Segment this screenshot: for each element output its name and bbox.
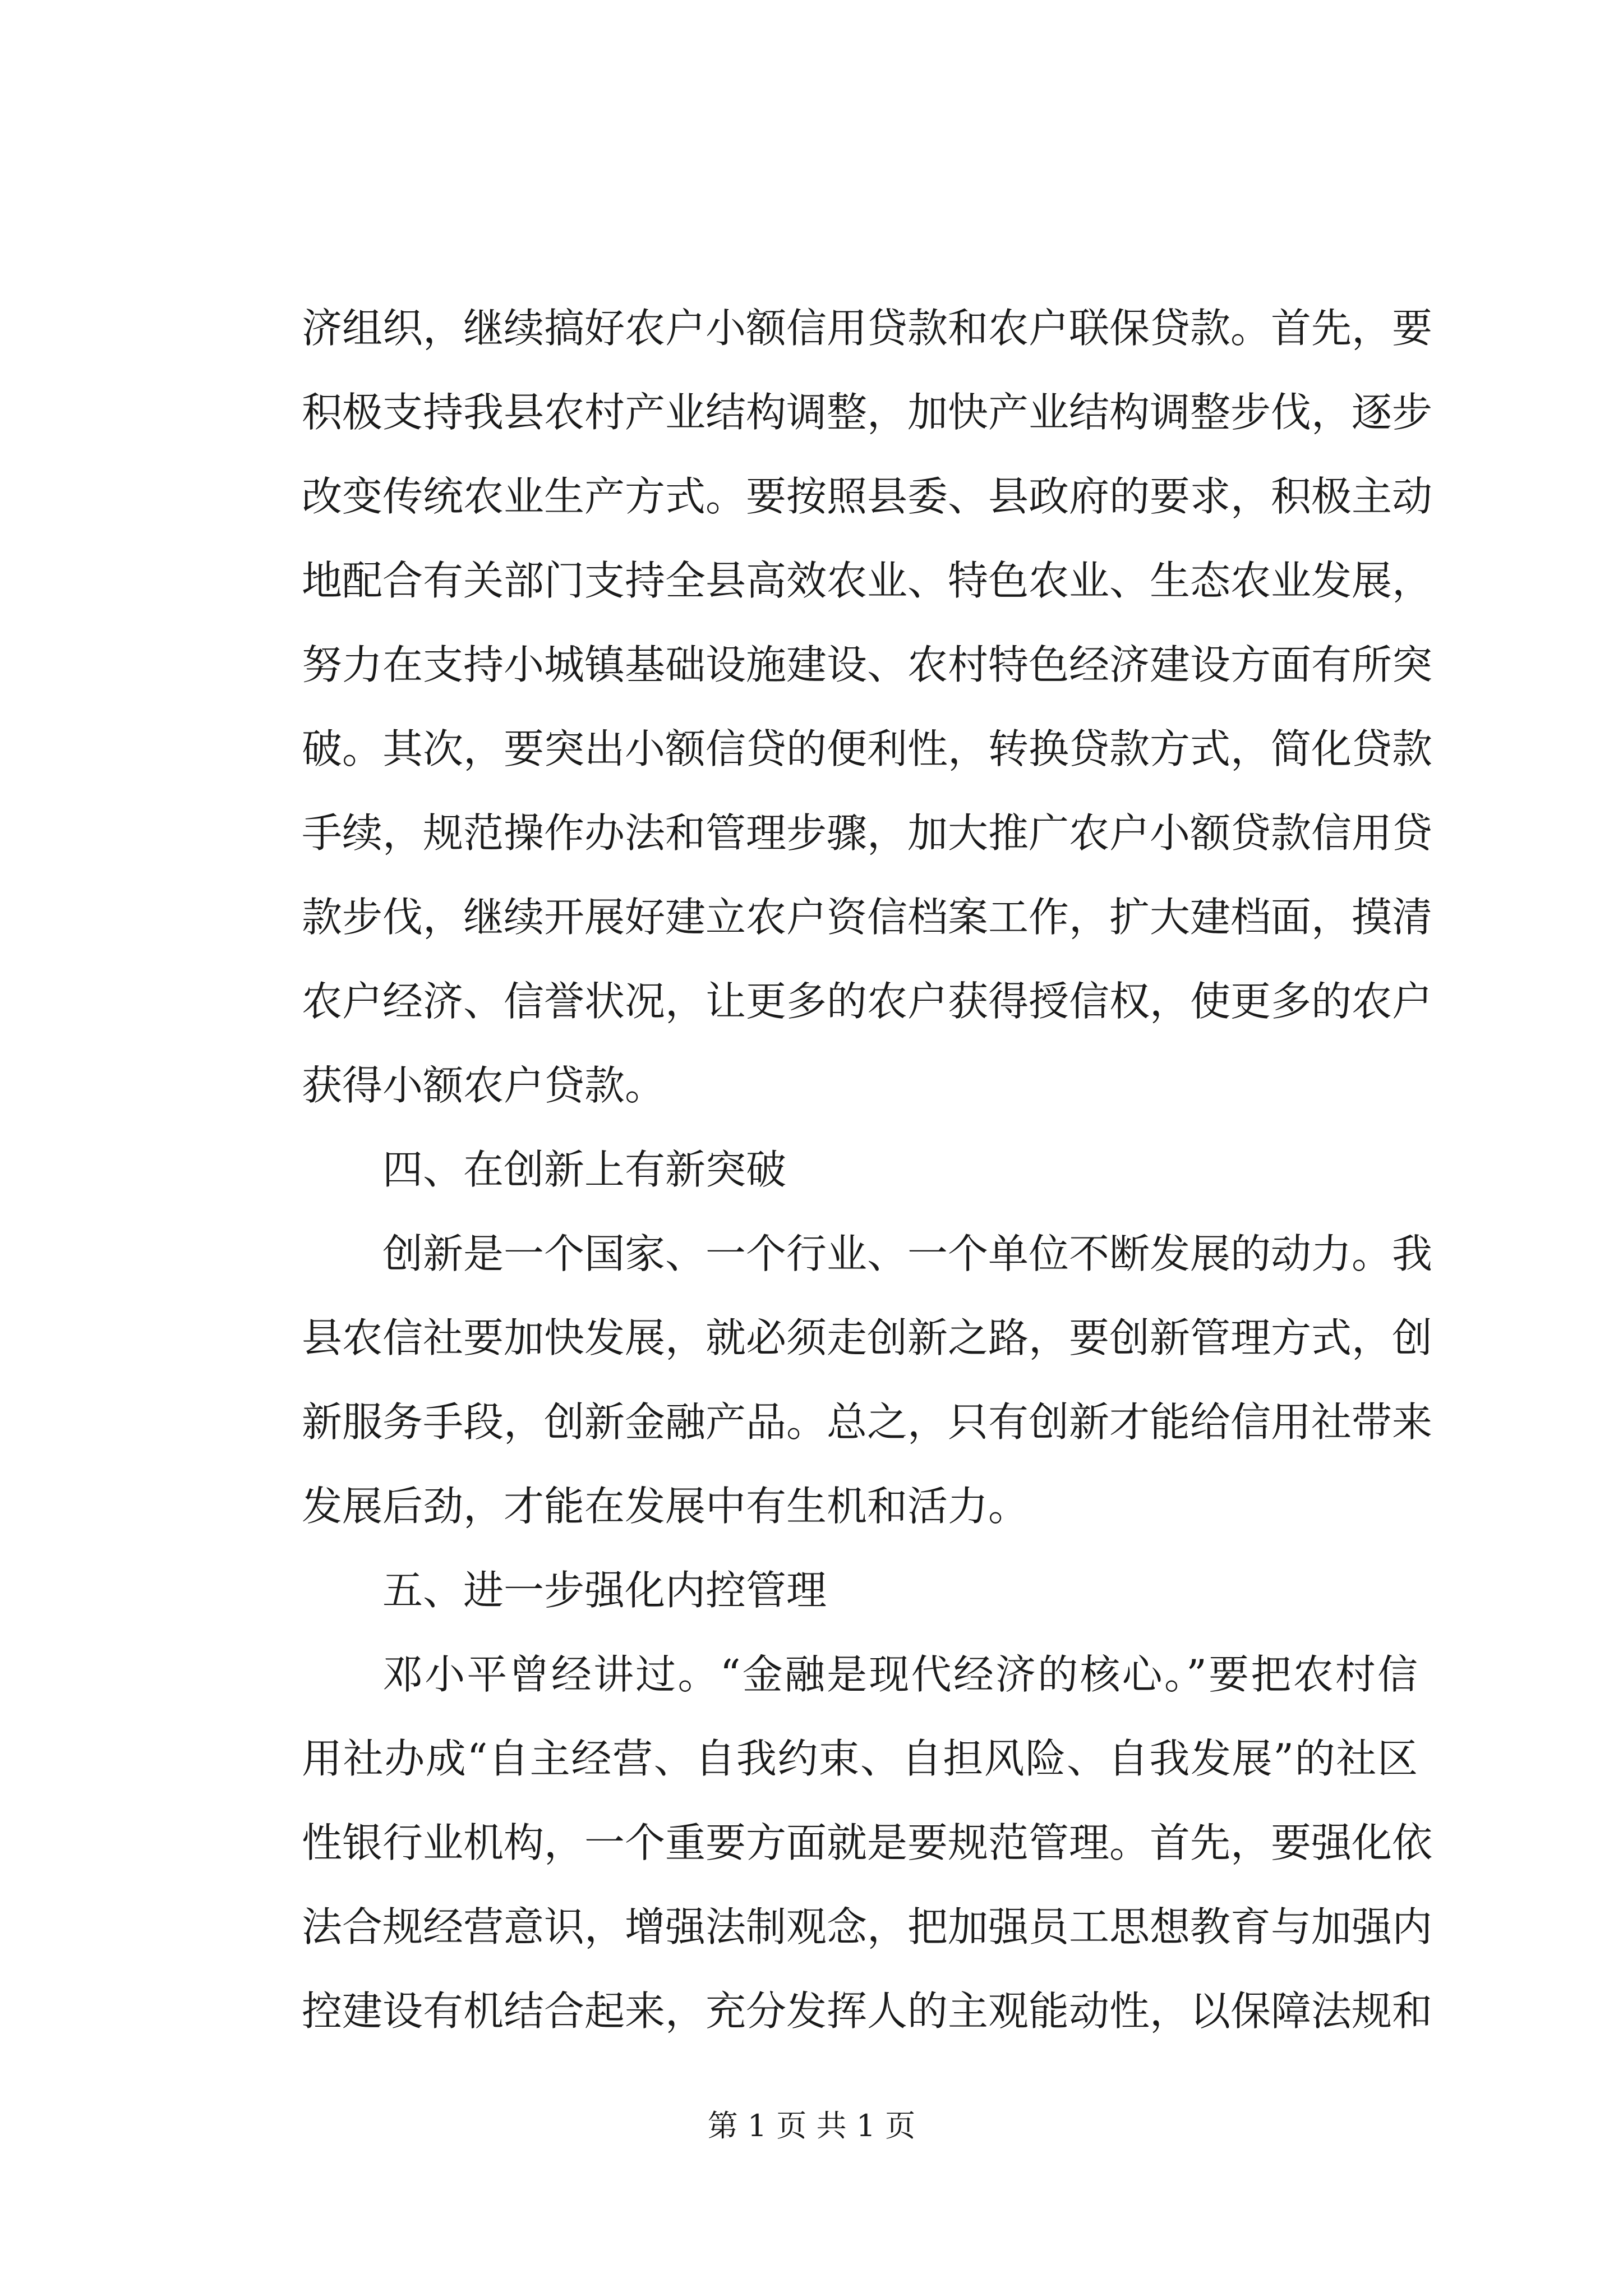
text-line: 济组织，继续搞好农户小额信用贷款和农户联保贷款。首先，要 xyxy=(302,305,1433,352)
section-heading: 五、进一步强化内控管理 xyxy=(382,1567,827,1614)
text-line: 改变传统农业生产方式。要按照县委、县政府的要求，积极主动 xyxy=(302,473,1433,520)
text-line: 邓小平曾经讲过。“金融是现代经济的核心。”要把农村信 xyxy=(382,1651,1418,1698)
text-line: 破。其次，要突出小额信贷的便利性，转换贷款方式，简化贷款 xyxy=(302,725,1433,772)
text-line: 农户经济、信誉状况，让更多的农户获得授信权，使更多的农户 xyxy=(302,978,1433,1025)
text-line: 努力在支持小城镇基础设施建设、农村特色经济建设方面有所突 xyxy=(302,641,1433,688)
text-line: 发展后劲，才能在发展中有生机和活力。 xyxy=(302,1483,1029,1530)
text-line: 积极支持我县农村产业结构调整，加快产业结构调整步伐，逐步 xyxy=(302,389,1433,436)
page-footer: 第 1 页 共 1 页 xyxy=(707,2108,916,2143)
text-line: 获得小额农户贷款。 xyxy=(302,1062,666,1109)
text-line: 法合规经营意识，增强法制观念，把加强员工思想教育与加强内 xyxy=(302,1903,1433,1950)
text-line: 地配合有关部门支持全县高效农业、特色农业、生态农业发展， xyxy=(302,557,1433,604)
text-line: 手续，规范操作办法和管理步骤，加大推广农户小额贷款信用贷 xyxy=(302,809,1433,857)
text-line: 性银行业机构，一个重要方面就是要规范管理。首先，要强化依 xyxy=(302,1819,1433,1866)
text-line: 控建设有机结合起来，充分发挥人的主观能动性，以保障法规和 xyxy=(302,1987,1433,2035)
section-heading: 四、在创新上有新突破 xyxy=(382,1146,787,1193)
text-line: 款步伐，继续开展好建立农户资信档案工作，扩大建档面，摸清 xyxy=(302,894,1433,941)
text-line: 用社办成“自主经营、自我约束、自担风险、自我发展”的社区 xyxy=(302,1735,1418,1782)
text-line: 新服务手段，创新金融产品。总之，只有创新才能给信用社带来 xyxy=(302,1398,1433,1446)
text-line: 创新是一个国家、一个行业、一个单位不断发展的动力。我 xyxy=(382,1230,1433,1277)
text-line: 县农信社要加快发展，就必须走创新之路，要创新管理方式，创 xyxy=(302,1314,1433,1361)
